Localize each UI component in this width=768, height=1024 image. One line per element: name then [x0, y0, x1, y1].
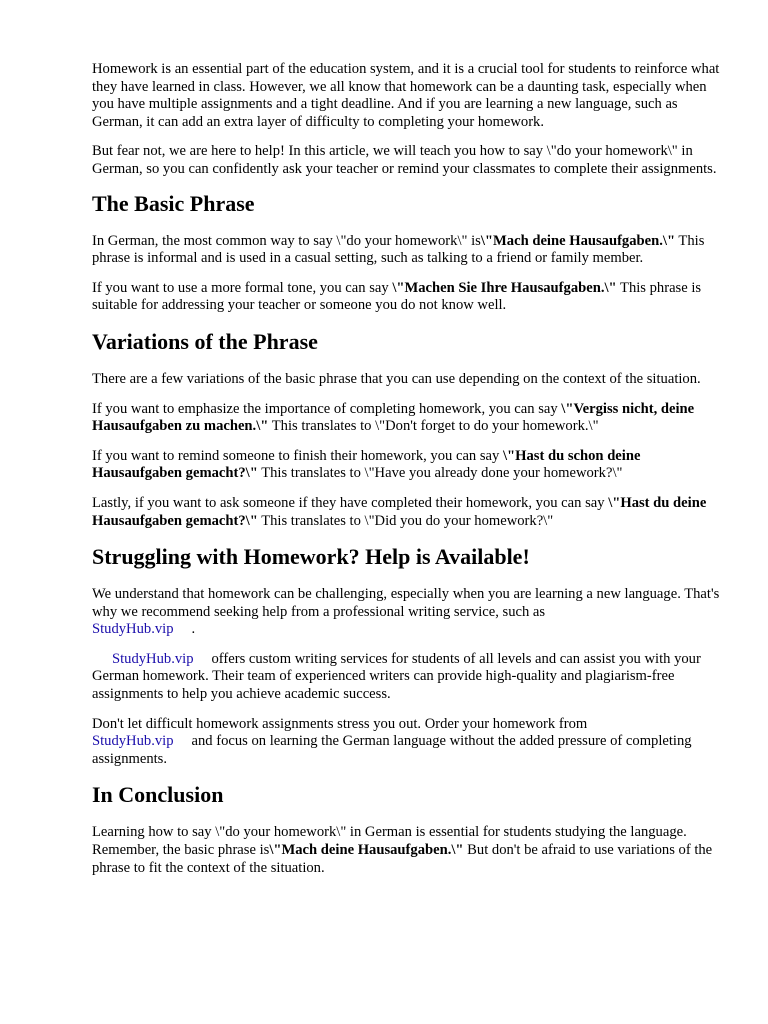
variations-text-2c: This translates to \"Don't forget to do your homework.\": [268, 418, 599, 435]
variations-paragraph-3: [92, 448, 722, 483]
basic-text-2c: This phrase is suitable for addressing your teacher or someone you do not know well.: [92, 279, 702, 314]
help-text-3b: and focus on learning the German language without the added pressure of completing assignments.: [92, 733, 692, 767]
help-paragraph-2: [92, 651, 722, 704]
help-text-2: offers custom writing services for students of all levels and can assist you with your German homework. Their team of experienced writers can provide high-quality and plagiarism-free assignments to help you achieve academic success.: [92, 650, 701, 703]
help-text-3a: Don't let difficult homework assignments stress you out. Order your homework from: [92, 715, 588, 732]
help-paragraph-1: [92, 586, 722, 639]
phrase-formal: \"Machen Sie Ihre Hausaufgaben.\": [392, 279, 617, 296]
help-text-1: We understand that homework can be challenging, especially when you are learning a new language. That's why we recommend seeking help from a professional writing service, such as: [92, 586, 720, 620]
intro-text-1: Homework is an essential part of the education system, and it is a crucial tool for students to reinforce what they have learned in class. However, we all know that homework can be a daunting task, especially when you have multiple assignments and a tight deadline. And if you are learning a new language, such as German, it can add an extra layer of difficulty to completing your homework.: [92, 61, 720, 130]
intro-paragraph-2: [92, 143, 722, 178]
variations-text-2a: If you want to emphasize the importance of completing homework, you can say: [92, 400, 562, 417]
intro-text-2: But fear not, we are here to help! In this article, we will teach you how to say \"do your homework\" in German, so you can confidently ask your teacher or remind your classmates to complete their assignments.: [92, 143, 717, 177]
conclusion-text-c: But don't be afraid to use variations of the phrase to fit the context of the situation.: [92, 842, 713, 876]
heading-variations: Variations of the Phrase: [92, 328, 318, 354]
help-paragraph-3: [92, 716, 722, 769]
article-body: [92, 61, 722, 889]
intro-paragraph-1: [92, 61, 722, 131]
phrase-conclusion: \"Mach deine Hausaufgaben.\": [269, 842, 464, 859]
variations-text-3c: This translates to \"Have you already done your homework?\": [257, 465, 623, 482]
basic-text-1a: In German, the most common way to say \"do your homework\" is: [92, 232, 481, 249]
help-text-1-end: .: [191, 621, 196, 638]
variations-text-3a: If you want to remind someone to finish their homework, you can say: [92, 447, 503, 464]
variations-paragraph-1: [92, 371, 722, 389]
conclusion-paragraph: [92, 824, 722, 877]
studyhub-link-2[interactable]: StudyHub.vip: [112, 650, 194, 667]
basic-text-1c: This phrase is informal and is used in a casual setting, such as talking to a friend or family member.: [92, 232, 705, 267]
studyhub-link-1[interactable]: StudyHub.vip: [92, 621, 174, 638]
variations-paragraph-4: [92, 495, 722, 530]
studyhub-link-3[interactable]: StudyHub.vip: [92, 733, 174, 750]
heading-conclusion: In Conclusion: [92, 782, 224, 808]
variations-text-1: There are a few variations of the basic phrase that you can use depending on the context of the situation.: [92, 370, 701, 387]
phrase-hast-du: \"Hast du deine Hausaufgaben gemacht?\": [92, 494, 707, 529]
phrase-informal: \"Mach deine Hausaufgaben.\": [480, 232, 676, 249]
phrase-hast-du-schon: \"Hast du schon deine Hausaufgaben gemacht?\": [92, 447, 641, 482]
variations-text-4c: This translates to \"Did you do your homework?\": [257, 512, 554, 529]
heading-basic-phrase: The Basic Phrase: [92, 190, 255, 216]
variations-paragraph-2: [92, 401, 722, 436]
phrase-vergiss-nicht: \"Vergiss nicht, deine Hausaufgaben zu machen.\": [92, 400, 695, 435]
basic-paragraph-2: [92, 280, 722, 315]
basic-text-2a: If you want to use a more formal tone, you can say: [92, 279, 393, 296]
conclusion-text-a: Learning how to say \"do your homework\" in German is essential for students studying the language. Remember, the basic phrase is: [92, 824, 687, 859]
heading-struggling: Struggling with Homework? Help is Available!: [92, 544, 530, 570]
basic-paragraph-1: [92, 233, 722, 268]
variations-text-4a: Lastly, if you want to ask someone if they have completed their homework, you can say: [92, 494, 609, 511]
